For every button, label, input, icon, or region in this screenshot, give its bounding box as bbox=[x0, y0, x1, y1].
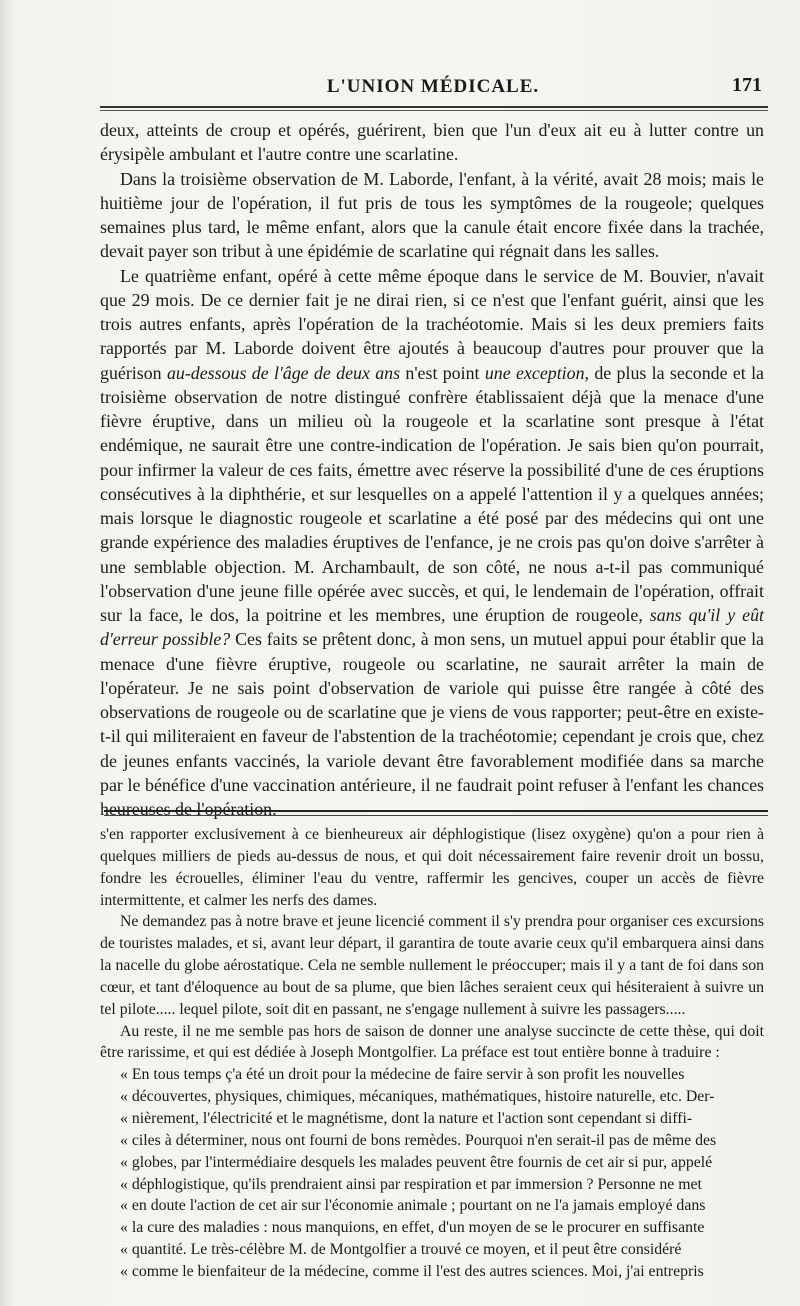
quote-line: « découvertes, physiques, chimiques, mécaniques, mathématiques, histoire naturelle, etc. Der- bbox=[120, 1088, 715, 1106]
header-rule bbox=[100, 106, 768, 108]
italic-run: une exception bbox=[484, 362, 585, 383]
quote-line: « nièrement, l'électricité et le magnétisme, dont la nature et l'action sont cependant si diffi- bbox=[120, 1109, 693, 1127]
text-run: , de plus la seconde et la troisième observation de notre distingué confrère établissaient déjà que la menace d'une fièvre éruptive, dans un milieu où la rougeole et la scarlatine sont presque à l'état endémique, ne saurait être une contre-indication de l'opération. Je sais bien qu'on pourrait, pour infirmer la valeur de ces faits, émettre avec réserve la possibilité d'une de ces éruptions consécutives à la diphthérie, et sur lesquelles on a appelé l'attention il y a quelques années; mais lorsque le diagnostic rougeole et scarlatine a été posé par des médecins qui ont une grande expérience des maladies éruptives de l'enfance, je ne crois pas qu'on doive s'arrêter à une semblable objection. M. Archambault, de son côté, ne nous a-t-il pas communiqué l'observation d'une jeune fille opérée avec succès, et qui, le lendemain de l'opération, offrait sur la face, le dos, la poitrine et les membres, une éruption de rougeole, bbox=[100, 362, 764, 625]
quote-line: « en doute l'action de cet air sur l'économie animale ; pourtant on ne l'a jamais employé dans bbox=[120, 1197, 706, 1215]
quote-line: « globes, par l'intermédiaire desquels les malades peuvent être fournis de cet air si pur, appelé bbox=[120, 1153, 713, 1171]
header-rule-thin bbox=[100, 110, 768, 111]
paragraph: Au reste, il ne me semble pas hors de saison de donner une analyse succincte de cette thèse, qui doit être rarissime, et qui est dédiée à Joseph Montgolfier. La préface est tout entière bonne à traduire : bbox=[100, 1022, 764, 1062]
page-header bbox=[100, 72, 766, 102]
text-run: Ces faits se prêtent donc, à mon sens, un mutuel appui pour établir que la menace d'une fièvre éruptive, rougeole ou scarlatine, ne saurait arrêter la main de l'opérateur. Je ne sais point d'observation de variole qui puisse être rangée à côté des observations de rougeole ou de scarlatine que je viens de vous rapporter; peut-être en existe-t-il qui militeraient en faveur de l'abstention de la trachéotomie; cependant je crois que, chez de jeunes enfants vaccinés, la variole devant être favorablement modifiée dans sa marche par le bénéfice d'une vaccination antérieure, il ne faudrait point refuser à l'enfant les chances heureuses de l'opération. bbox=[100, 629, 765, 819]
quote-line: « comme le bienfaiteur de la médecine, comme il l'est des autres sciences. Moi, j'ai entrepris bbox=[120, 1262, 704, 1280]
upper-text-block bbox=[100, 118, 764, 821]
paragraph bbox=[100, 264, 764, 822]
quote-line: « quantité. Le très-célèbre M. de Montgolfier a trouvé ce moyen, et il peut être considéré bbox=[120, 1241, 682, 1259]
quote-line: « la cure des maladies : nous manquions, en effet, d'un moyen de se le procurer en suffisante bbox=[120, 1219, 705, 1237]
lower-text-block bbox=[100, 824, 764, 1283]
running-title: L'UNION MÉDICALE. bbox=[326, 76, 540, 97]
italic-run: sans qu'il y eût d'erreur possible? bbox=[100, 605, 764, 650]
paragraph: Ne demandez pas à notre brave et jeune licencié comment il s'y prendra pour organiser ces excursions de touristes malades, et si, avant leur départ, il garantira de toute avarie ceux qu'il embarquera ainsi dans la nacelle du globe aérostatique. Cela ne semble nullement le préoccuper; mais il y a tant de foi dans son cœur, et tant d'éloquence au bout de sa plume, que bien lâches seraient ceux qui hésiteraient à suivre un tel pilote..... lequel pilote, soit dit en passant, ne s'engage nullement à suivre les passagers..... bbox=[100, 913, 764, 1018]
quote-line: « déphlogistique, qu'ils prendraient ainsi par respiration et par immersion ? Personne ne met bbox=[120, 1175, 702, 1193]
italic-run: au-dessous de l'âge de deux ans bbox=[166, 362, 401, 383]
paragraph: deux, atteints de croup et opérés, guérirent, bien que l'un d'eux ait eu à lutter contre un érysipèle ambulant et l'autre contre une scarlatine. bbox=[100, 120, 764, 165]
text-run: n'est point bbox=[400, 362, 485, 383]
section-separator-thin bbox=[104, 815, 768, 816]
quote-line: « En tous temps ç'a été un droit pour la médecine de faire servir à son profit les nouvelles bbox=[120, 1066, 685, 1084]
paragraph: Dans la troisième observation de M. Laborde, l'enfant, à la vérité, avait 28 mois; mais le huitième jour de l'opération, il fut pris de tous les symptômes de la rougeole; quelques semaines plus tard, le même enfant, alors que la canule était encore fixée dans la trachée, devait payer son tribut à une épidémie de scarlatine qui régnait dans les salles. bbox=[100, 168, 764, 262]
paragraph: s'en rapporter exclusivement à ce bienheureux air déphlogistique (lisez oxygène) qu'on a pour rien à quelques milliers de pieds au-dessus de nous, et qui doit nécessairement faire revenir droit un bossu, fondre les écrouelles, éliminer l'eau du ventre, raffermir les gencives, couper un accès de fièvre intermittente, et calmer les nerfs des dames. bbox=[100, 826, 764, 909]
quote-line: « ciles à déterminer, nous ont fourni de bons remèdes. Pourquoi n'en serait-il pas de même des bbox=[120, 1131, 717, 1149]
text-run: Le quatrième enfant, opéré à cette même époque dans le service de M. Bouvier, n'avait que 29 mois. De ce dernier fait je ne dirai rien, si ce n'est que l'enfant guérit, ainsi que les trois autres enfants, après l'opération de la trachéotomie. Mais si les deux premiers faits rapportés par M. Laborde doivent être ajoutés à beaucoup d'autres pour prouver que la guérison bbox=[100, 265, 764, 383]
page-number: 171 bbox=[732, 74, 762, 96]
section-separator bbox=[104, 810, 768, 812]
